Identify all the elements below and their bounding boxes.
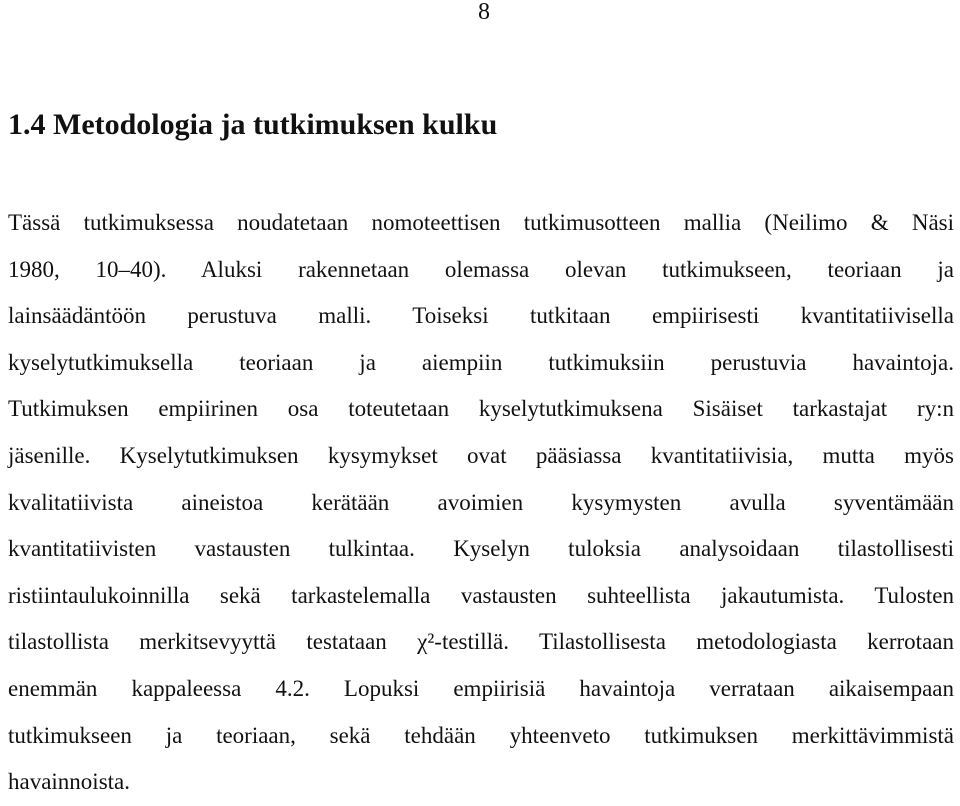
paragraph-line: kyselytutkimuksella teoriaan ja aiempiin tutkimuksiin perustuvia havaintoja. — [8, 349, 954, 375]
paragraph-line: enemmän kappaleessa 4.2. Lopuksi empiirisiä havaintoja verrataan aikaisempaan — [8, 675, 954, 701]
paragraph-line: kvantitatiivisten vastausten tulkintaa. Kyselyn tuloksia analysoidaan tilastollisesti — [8, 536, 954, 562]
paragraph-line: 1980, 10–40). Aluksi rakennetaan olemassa olevan tutkimukseen, teoriaan ja — [8, 256, 954, 282]
paragraph-line: tilastollista merkitsevyyttä testataan χ²-testillä. Tilastollisesta metodologiasta kerrotaan — [8, 629, 954, 655]
paragraph-line: Tässä tutkimuksessa noudatetaan nomoteettisen tutkimusotteen mallia (Neilimo & Näsi — [8, 210, 954, 235]
paragraph-line: Tutkimuksen empiirinen osa toteutetaan kyselytutkimuksena Sisäiset tarkastajat ry:n — [8, 396, 954, 422]
paragraph-line: lainsäädäntöön perustuva malli. Toiseksi tutkitaan empiirisesti kvantitatiivisella — [8, 303, 954, 329]
page-number: 8 — [478, 0, 490, 25]
paragraph-line: kvalitatiivista aineistoa kerätään avoimien kysymysten avulla syventämään — [8, 489, 954, 515]
paragraph-line: jäsenille. Kyselytutkimuksen kysymykset ovat pääsiassa kvantitatiivisia, mutta myös — [8, 442, 954, 468]
paragraph-line: tutkimukseen ja teoriaan, sekä tehdään yhteenveto tutkimuksen merkittävimmistä — [8, 722, 954, 748]
paragraph-line: havainnoista. — [8, 769, 130, 795]
body-paragraph — [8, 200, 954, 806]
paragraph-line: ristiintaulukoinnilla sekä tarkastelemalla vastausten suhteellista jakautumista. Tulosten — [8, 582, 954, 608]
section-heading: 1.4 Metodologia ja tutkimuksen kulku — [8, 108, 498, 141]
